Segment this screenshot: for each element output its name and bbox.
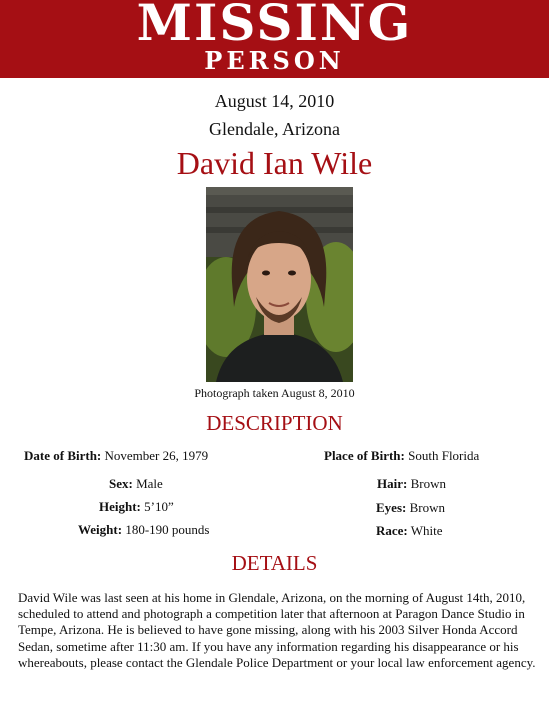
race-label: Race: [376, 523, 408, 538]
eyes-label: Eyes: [376, 500, 407, 515]
race-row [376, 523, 443, 539]
height-label: Height: [99, 499, 141, 514]
dob-row [24, 448, 208, 464]
eyes-value: Brown [409, 500, 445, 515]
hair-label: Hair: [377, 476, 408, 491]
hair-row [377, 476, 446, 492]
sex-value: Male [136, 476, 163, 491]
description-heading: DESCRIPTION [206, 411, 343, 435]
weight-label: Weight: [78, 522, 123, 537]
details-text: David Wile was last seen at his home in Glendale, Arizona, on the morning of August 14th, 2010, scheduled to attend and photograph a competition later that afternoon at Paragon Dance Studio in Tempe, Arizona. He is believed to have gone missing, along with his 2003 Silver Honda Accord Sedan, sometime after 11:30 am. If you have any information regarding his disappearance or his whereabouts, please contact the Glendale Police Department or your local law enforcement agency. [18, 590, 536, 670]
photo-caption: Photograph taken August 8, 2010 [194, 386, 355, 400]
race-value: White [410, 523, 443, 538]
banner-title: MISSING [136, 0, 413, 52]
pob-label: Place of Birth: [324, 448, 405, 463]
missing-location: Glendale, Arizona [209, 119, 340, 139]
dob-label: Date of Birth: [24, 448, 102, 463]
eyes-row [376, 500, 445, 516]
pob-value: South Florida [408, 448, 480, 463]
missing-date: August 14, 2010 [214, 91, 335, 111]
height-value: 5’10” [144, 499, 174, 514]
person-name: David Ian Wile [176, 145, 373, 181]
details-heading: DETAILS [231, 551, 318, 575]
missing-person-banner [0, 0, 549, 78]
weight-value: 180-190 pounds [125, 522, 210, 537]
banner-subtitle: PERSON [204, 46, 345, 75]
pob-row [324, 448, 479, 464]
person-photo [206, 187, 353, 382]
height-row [99, 499, 174, 515]
weight-row [78, 522, 209, 538]
sex-label: Sex: [109, 476, 133, 491]
sex-row [109, 476, 163, 492]
dob-value: November 26, 1979 [104, 448, 209, 463]
hair-value: Brown [410, 476, 446, 491]
